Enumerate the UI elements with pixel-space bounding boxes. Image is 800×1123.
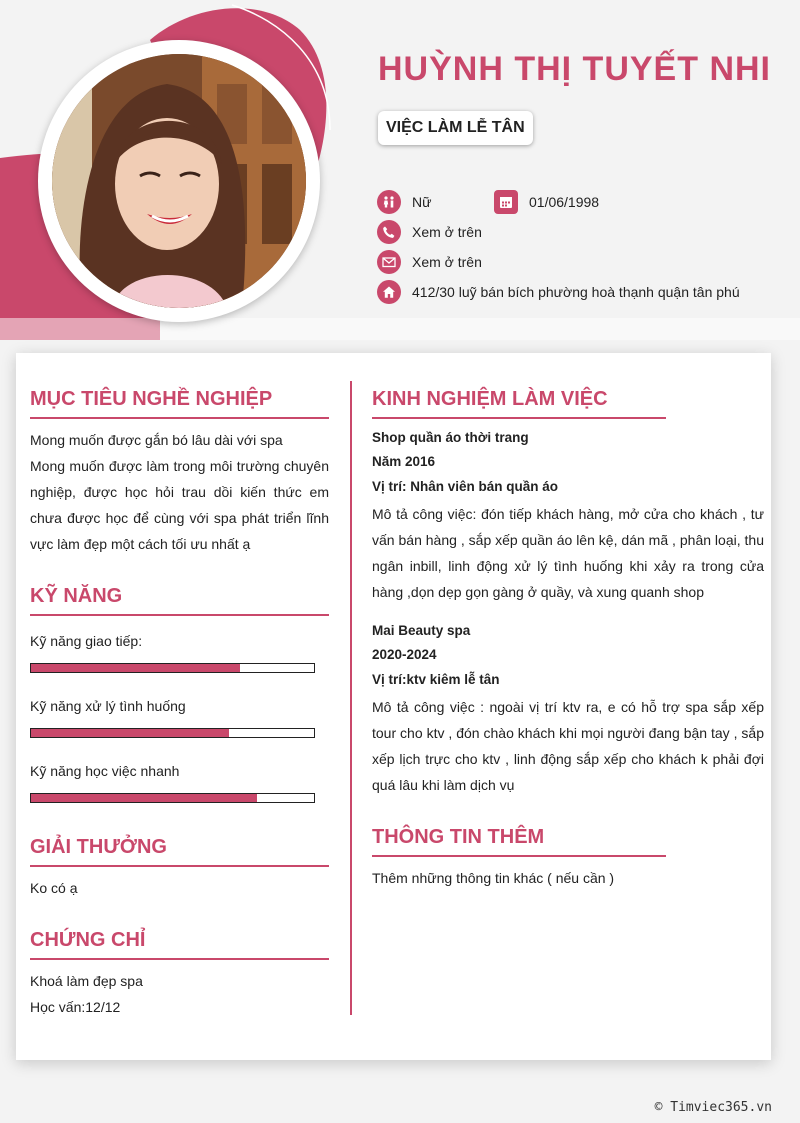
job-2-position: Vị trí:ktv kiêm lễ tân [372,672,500,687]
email-value: Xem ở trên [412,254,482,270]
home-icon [377,280,401,304]
objective-line-2: Mong muốn được làm trong môi trường chuyên nghiệp, được học hỏi trau dồi kiến thức em chưa được học để cùng với spa phát triển lĩnh vực làm đẹp một cách tối ưu nhất ạ [30,458,329,552]
job-2-description: Mô tả công việc : ngoài vị trí ktv ra, e có hỗ trợ spa sắp xếp tour cho ktv , đón chào khách khi mọi người đang bận tay , sắp xếp lịch trực cho ktv , linh động sắp xếp cho khách k phải đợi quá lâu khi làm dịch vụ [372,699,764,793]
calendar-icon [494,190,518,214]
skill-label-2: Kỹ năng xử lý tình huống [30,698,186,714]
skill-label-1: Kỹ năng giao tiếp: [30,633,143,649]
resume-card [16,353,771,1060]
skill-bar-1 [30,663,315,673]
job-2-company: Mai Beauty spa [372,623,471,638]
experience-title: KINH NGHIỆM LÀM VIỆC [372,388,666,419]
extra-info-title: THÔNG TIN THÊM [372,826,666,857]
skill-bar-2 [30,728,315,738]
certificates-title: CHỨNG CHỈ [30,929,329,960]
avatar [52,54,306,308]
job-1-position: Vị trí: Nhân viên bán quần áo [372,479,559,494]
objective-line-1: Mong muốn được gắn bó lâu dài với spa [30,432,283,448]
awards-text: Ko có ạ [30,880,78,896]
objective-title: MỤC TIÊU NGHỀ NGHIỆP [30,388,329,419]
certificate-line-1: Khoá làm đẹp spa [30,973,143,989]
phone-value: Xem ở trên [412,224,482,240]
skill-fill-2 [31,729,229,737]
skill-fill-1 [31,664,240,672]
copyright-footer: © Timviec365.vn [654,1100,772,1115]
certificate-line-2: Học vấn:12/12 [30,999,121,1015]
gender-row [377,189,431,215]
gender-icon [377,190,401,214]
phone-icon [377,220,401,244]
address-value: 412/30 luỹ bán bích phường hoà thạnh quận tân phú [412,284,740,300]
address-row [377,279,740,305]
phone-row [377,219,482,245]
email-icon [377,250,401,274]
job-1-description: Mô tả công việc: đón tiếp khách hàng, mở cửa cho khách , tư vấn bán hàng , sắp xếp quần áo lên kệ, dán mã , phân loại, thu ngân inbill, linh động xử lý tình huống khi xảy ra trong cửa hàng ,dọn dẹp gọn gàng ở quầy, và xung quanh shop [372,506,764,600]
skill-label-3: Kỹ năng học việc nhanh [30,763,180,779]
birthdate-value: 01/06/1998 [529,194,600,210]
gender-value: Nữ [412,194,432,210]
job-1-company: Shop quần áo thời trang [372,430,529,445]
email-row [377,249,482,275]
job-2-period: 2020-2024 [372,647,437,662]
skill-bar-3 [30,793,315,803]
job-1-period: Năm 2016 [372,454,436,469]
awards-title: GIẢI THƯỞNG [30,836,329,867]
job-title-badge: VIỆC LÀM LỄ TÂN [378,111,533,145]
column-divider [350,381,352,1015]
extra-info-text: Thêm những thông tin khác ( nếu cần ) [372,870,615,886]
skill-fill-3 [31,794,257,802]
candidate-name: HUỲNH THỊ TUYẾT NHI [378,50,771,88]
skills-title: KỸ NĂNG [30,585,329,616]
birthdate-row [494,189,599,215]
